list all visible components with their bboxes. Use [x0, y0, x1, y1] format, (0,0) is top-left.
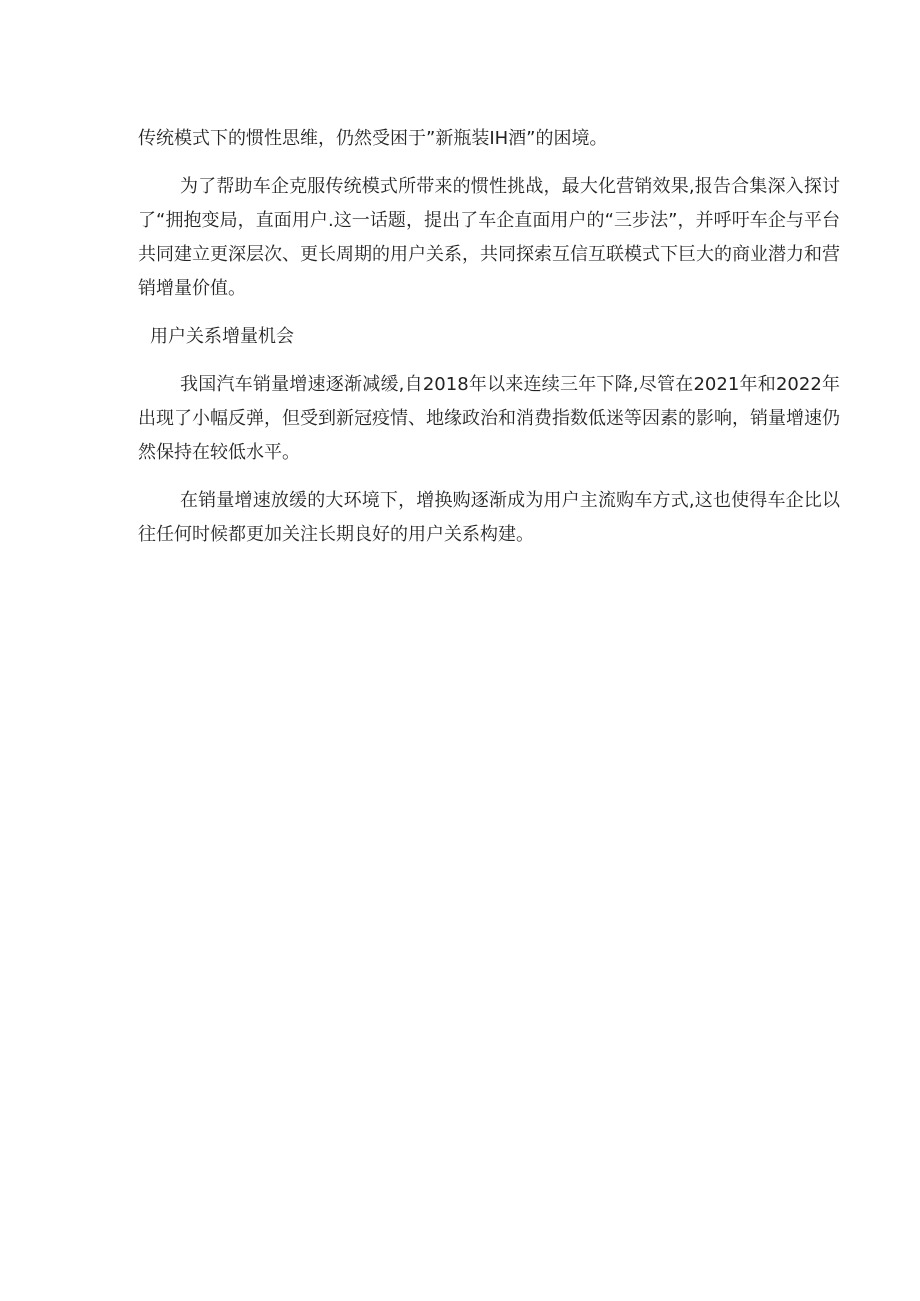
paragraph-report-summary: 为了帮助车企克服传统模式所带来的惯性挑战，最大化营销效果,报告合集深入探讨了“拥抱变局，直面用户.这一话题，提出了车企直面用户的“三步法”，并呼吁车企与平台共同建立更深层次、更长周期的用户关系，共同探索互信互联模式下巨大的商业潜力和营销增量价值。 — [138, 176, 840, 299]
paragraph-sales-trend: 我国汽车销量增速逐渐减缓,自2018年以来连续三年下降,尽管在2021年和2022年出现了小幅反弹，但受到新冠疫情、地缘政治和消费指数低迷等因素的影响，销量增速仍然保持在较低水平。 — [138, 374, 840, 463]
paragraph-user-relationship: 在销量增速放缓的大环境下，增换购逐渐成为用户主流购车方式,这也使得车企比以往任何时候都更加关注长期良好的用户关系构建。 — [138, 490, 840, 545]
document-body — [138, 122, 840, 566]
section-heading: 用户关系增量机会 — [150, 326, 294, 347]
paragraph-continuation: 传统模式下的惯性思维，仍然受困于”新瓶装IH酒”的困境。 — [138, 128, 608, 149]
